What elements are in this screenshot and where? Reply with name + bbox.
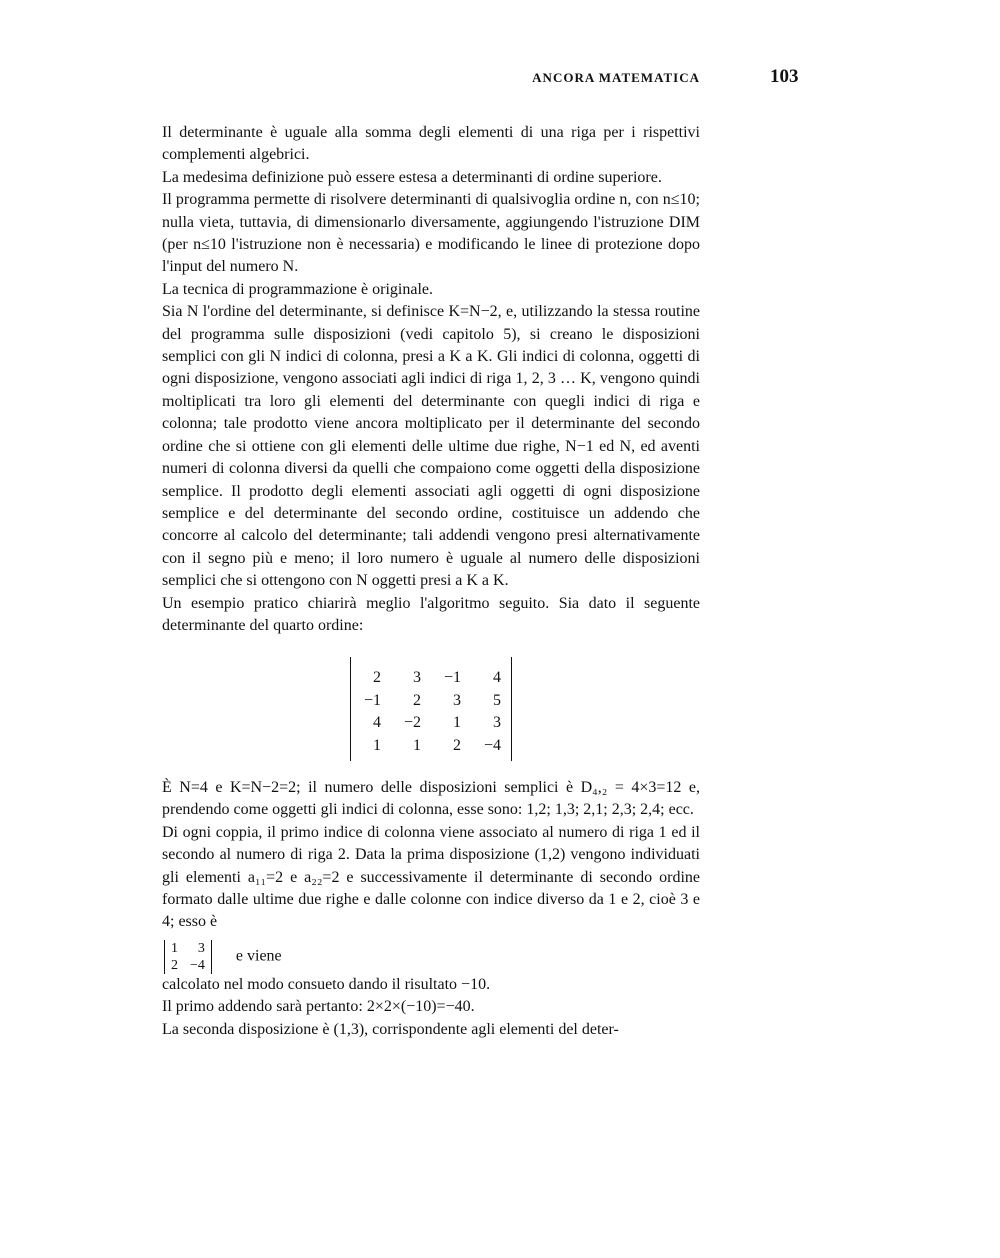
paragraph: La medesima definizione può essere estesa a determinanti di ordine superiore. <box>162 168 662 186</box>
matrix-cell: 3 <box>197 940 205 956</box>
matrix-cell: 1 <box>453 714 461 732</box>
matrix-cell: 4 <box>373 714 381 732</box>
matrix-row <box>351 657 512 689</box>
running-title: ANCORA MATEMATICA <box>532 70 700 85</box>
paragraph: Il programma permette di risolvere determinanti di qualsivoglia ordine n, con n≤10; nulla vieta, tuttavia, di dimensionarlo diversamente, aggiungendo l'istruzione DIM (per n≤10 l'istruzione non è necessaria) e modificando le linee di protezione dopo l'input del numero N. <box>162 191 700 276</box>
matrix-cell: 2 <box>373 669 381 687</box>
matrix-cell: 2 <box>453 736 461 754</box>
paragraph: La tecnica di programmazione è originale. <box>162 280 433 298</box>
paragraph: Un esempio pratico chiarirà meglio l'algoritmo seguito. Sia dato il seguente determinante del quarto ordine: <box>162 594 700 634</box>
matrix-cell: 3 <box>413 669 421 687</box>
matrix-cell: 4 <box>493 669 501 687</box>
matrix-row <box>165 957 212 974</box>
inline-suffix: e viene <box>235 947 282 965</box>
matrix-cell: −1 <box>363 691 381 709</box>
matrix-row <box>165 940 212 957</box>
matrix-cell: −4 <box>190 957 205 973</box>
matrix-cell: 2 <box>413 691 421 709</box>
paragraph <box>162 822 700 934</box>
matrix-cell: 1 <box>413 736 421 754</box>
paragraph: calcolato nel modo consueto dando il risultato −10. <box>162 975 491 993</box>
inline-determinant-line <box>162 940 700 974</box>
page-body <box>162 122 700 1041</box>
inline-determinant <box>164 940 212 974</box>
matrix-cell: 3 <box>453 691 461 709</box>
matrix-cell: 3 <box>493 714 501 732</box>
matrix-cell: −1 <box>443 669 461 687</box>
paragraph: Il determinante è uguale alla somma degli elementi di una riga per i rispettivi complementi algebrici. <box>162 124 700 164</box>
matrix-row <box>351 735 512 761</box>
determinant-matrix <box>350 657 512 761</box>
paragraph: Sia N l'ordine del determinante, si definisce K=N−2, e, utilizzando la stessa routine del programma sulle disposizioni (vedi capitolo 5), si creano le disposizioni semplici con gli N indici di colonna, presi a K a K. Gli indici di colonna, oggetti di ogni disposizione, vengono associati agli indici di riga 1, 2, 3 … K, vengono quindi moltiplicati tra loro gli elementi del determinante con quegli indici di riga e colonna; tale prodotto viene ancora moltiplicato per il determinante del secondo ordine che si ottiene con gli elementi delle ultime due righe, N−1 ed N, ed aventi numeri di colonna diversi da quelli che compaiono come oggetti della disposizione semplice. Il prodotto degli elementi associati agli oggetti di ogni disposizione semplice e del determinante del secondo ordine, costituisce un addendo che concorre al calcolo del determinante; tali addendi vengono presi alternativamente con il segno più e meno; il loro numero è uguale al numero delle disposizioni semplici che si ottengono con N oggetti presi a K a K. <box>162 303 700 590</box>
paragraph: La seconda disposizione è (1,3), corrispondente agli elementi del deter- <box>162 1020 619 1038</box>
matrix-cell: 1 <box>373 736 381 754</box>
matrix-cell: 1 <box>171 940 178 956</box>
matrix-cell: 5 <box>493 691 501 709</box>
page-number: 103 <box>770 66 799 87</box>
matrix-cell: −2 <box>403 714 421 732</box>
matrix-cell: −4 <box>483 736 501 754</box>
matrix-row <box>351 712 512 734</box>
matrix-row <box>351 690 512 712</box>
paragraph-text: Di ogni coppia, il primo indice di colonna viene associato al numero di riga 1 ed il secondo al numero di riga 2. Data la prima disposizione (1,2) vengono individuati gli elementi a₁₁=2 e a₂₂=2 e successivamente il determinante di secondo ordine formato dalle ultime due righe e dalle colonne con indice diverso da 1 e 2, cioè 3 e 4; esso è <box>162 823 700 931</box>
paragraph: Il primo addendo sarà pertanto: 2×2×(−10)=−40. <box>162 998 475 1016</box>
determinant-example <box>350 657 700 761</box>
matrix-cell: 2 <box>171 957 178 973</box>
paragraph: È N=4 e K=N−2=2; il numero delle disposizioni semplici è D₄,₂ = 4×3=12 e, prendendo come oggetti gli indici di colonna, esse sono: 1,2; 1,3; 2,1; 2,3; 2,4; ecc. <box>162 778 700 819</box>
